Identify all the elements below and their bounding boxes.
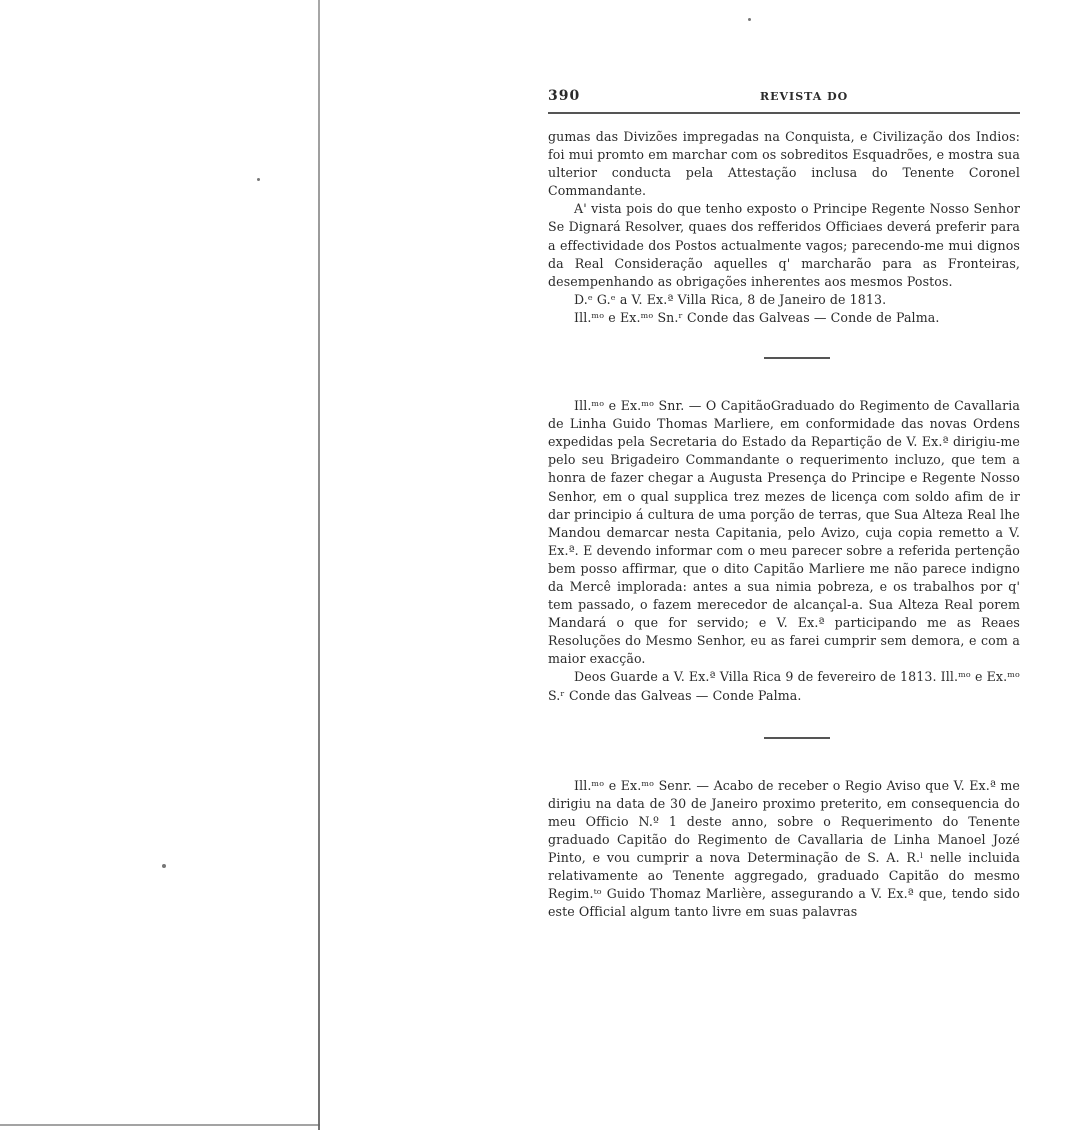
- document-page: [548, 88, 1020, 921]
- paper-speck: [748, 18, 751, 21]
- page-number: 390: [548, 88, 581, 104]
- closing-line: D.ᵉ G.ᵉ a V. Ex.ª Villa Rica, 8 de Janeiro de 1813.: [574, 291, 887, 307]
- paper-speck: [162, 864, 166, 868]
- page-bottom-edge: [0, 1124, 320, 1126]
- paragraph: gumas das Divizões impregadas na Conquista, e Civilização dos Indios: foi mui promto em marchar com os sobreditos Esquadrões, e mostra sua ulterior conducta pela Attestação inclusa do Tenente Coronel Commandante.: [548, 129, 1020, 199]
- section-separator: [764, 357, 830, 359]
- paragraph: Ill.ᵐᵒ e Ex.ᵐᵒ Snr. — O CapitãoGraduado do Regimento de Cavallaria de Linha Guido Thomas Marliere, em conformidade das novas Ordens expedidas pela Secretaria do Estado da Repartição de V. Ex.ª dirigiu-me pelo seu Brigadeiro Commandante o requerimento incluzo, que tem a honra de fazer chegar a Augusta Presença do Principe e Regente Nosso Senhor, em o qual supplica trez mezes de licença com soldo afim de ir dar principio á cultura de uma porção de terras, que Sua Alteza Real lhe Mandou demarcar nesta Capitania, pelo Avizo, cuja copia remetto a V. Ex.ª. E devendo informar com o meu parecer sobre a referida pertenção bem posso affirmar, que o dito Capitão Marliere me não parece indigno da Mercê implorada: antes a sua nimia pobreza, e os trabalhos por q' tem passado, o fazem merecedor de alcançal-a. Sua Alteza Real porem Mandará o que for servido; e V. Ex.ª participando me as Reaes Resoluções do Mesmo Senhor, eu as farei cumprir sem demora, e com a maior exacção.: [548, 398, 1020, 667]
- paragraph: A' vista pois do que tenho exposto o Principe Regente Nosso Senhor Se Dignará Resolver, quaes dos refferidos Officiaes deverá preferir para a effectividade dos Postos actualmente vagos; parecendo-me mui dignos da Real Consideração aquelles q' marcharão para as Fronteiras, desempenhando as obrigações inherentes aos mesmos Postos.: [548, 201, 1020, 289]
- running-title: REVISTA DO: [760, 90, 849, 103]
- binding-edge-line: [318, 0, 320, 1130]
- paper-speck: [257, 178, 260, 181]
- letter-section: [548, 397, 1020, 705]
- paragraph: Ill.ᵐᵒ e Ex.ᵐᵒ Senr. — Acabo de receber o Regio Aviso que V. Ex.ª me dirigiu na data de 30 de Janeiro proximo preterito, em consequencia do meu Officio N.º 1 deste anno, sobre o Requerimento do Tenente graduado Capitão do Regimento de Cavallaria de Linha Manoel Jozé Pinto, e vou cumprir a nova Determinação de S. A. R.ˡ nelle incluida relativamente ao Tenente aggregado, graduado Capitão do mesmo Regim.ᵗᵒ Guido Thomaz Marlière, assegurando a V. Ex.ª que, tendo sido este Official algum tanto livre em suas palavras: [548, 777, 1020, 920]
- letter-section: [548, 128, 1020, 327]
- section-separator: [764, 737, 830, 739]
- closing-line: Deos Guarde a V. Ex.ª Villa Rica 9 de fevereiro de 1813. Ill.ᵐᵒ e Ex.ᵐᵒ S.ʳ Conde das Galveas — Conde Palma.: [548, 669, 1020, 703]
- letter-section: [548, 777, 1020, 922]
- address-line: Ill.ᵐᵒ e Ex.ᵐᵒ Sn.ʳ Conde das Galveas — Conde de Palma.: [574, 309, 940, 325]
- page-header: [548, 88, 1020, 114]
